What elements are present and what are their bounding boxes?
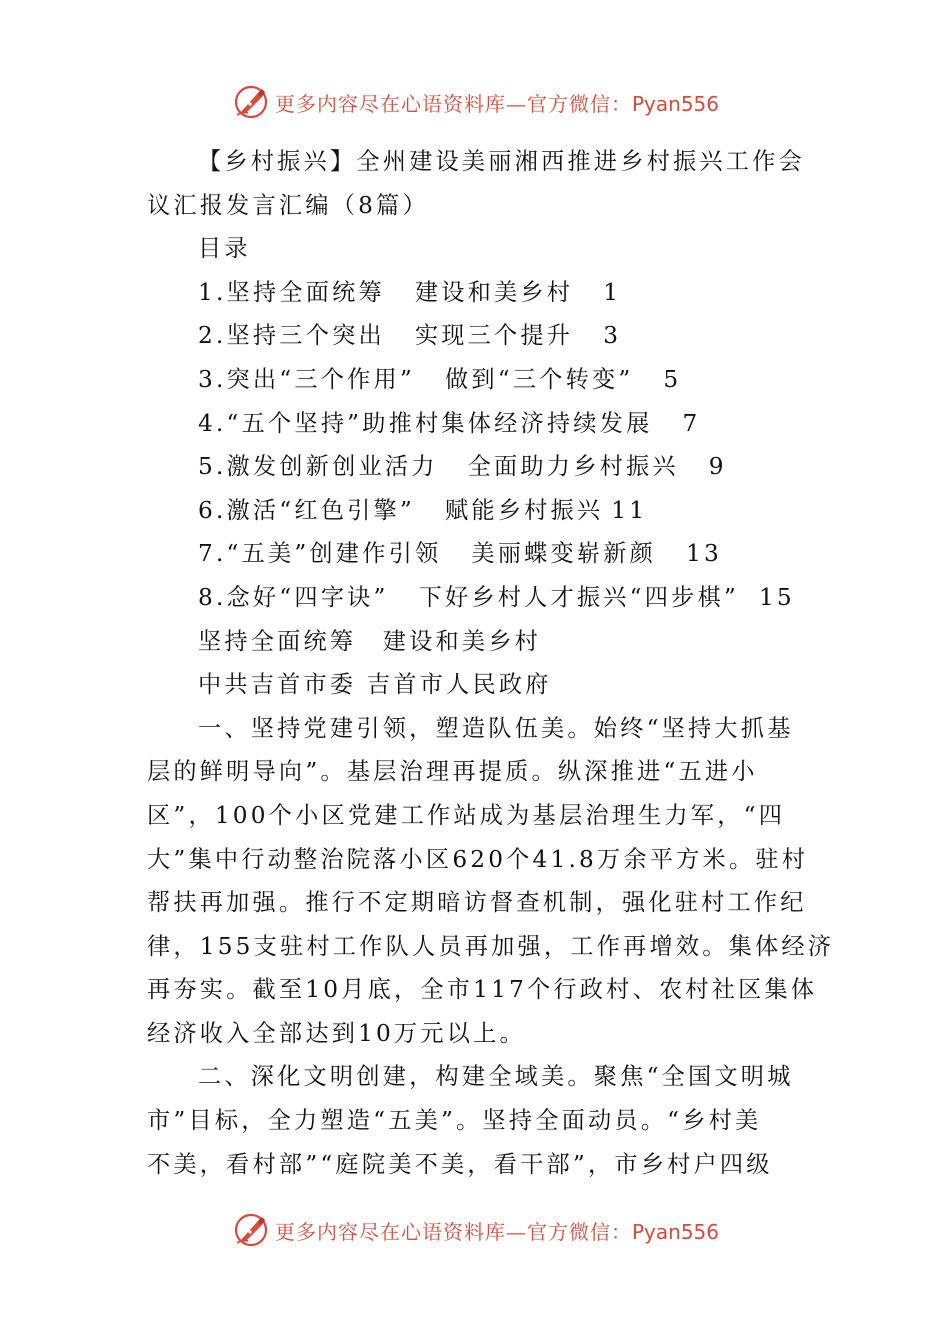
paragraph-line: 帮扶再加强。推行不定期暗访督查机制，强化驻村工作纪 xyxy=(147,889,807,917)
toc-item[interactable]: 3.突出“三个作用” 做到“三个转变” 5 xyxy=(198,365,682,393)
toc-item[interactable]: 8.念好“四字诀” 下好乡村人才振兴“四步棋” 15 xyxy=(198,583,795,611)
document-body xyxy=(147,140,835,1186)
doc-title-line-1: 【乡村振兴】全州建设美丽湘西推进乡村振兴工作会 xyxy=(198,148,805,175)
pen-nib-logo-icon xyxy=(231,82,271,122)
toc-item[interactable]: 6.激活“红色引擎” 赋能乡村振兴 11 xyxy=(198,496,648,524)
footer-banner xyxy=(0,1210,950,1250)
pen-nib-logo-icon xyxy=(231,1210,271,1250)
toc-item[interactable]: 4.“五个坚持”助推村集体经济持续发展 7 xyxy=(198,409,701,437)
section-title: 坚持全面统筹 建设和美乡村 xyxy=(198,627,542,655)
paragraph-line: 大”集中行动整治院落小区620个41.8万余平方米。驻村 xyxy=(147,845,809,873)
banner-wechat-id: Pyan556 xyxy=(631,91,719,116)
paragraph-line: 二、深化文明创建，构建全域美。聚焦“全国文明城 xyxy=(198,1063,794,1091)
banner-text: 更多内容尽在心语资料库—官方微信： xyxy=(274,1219,632,1244)
toc-item[interactable]: 7.“五美”创建作引领 美丽蝶变崭新颜 13 xyxy=(198,540,722,568)
paragraph-2 xyxy=(147,1055,807,1186)
toc-item[interactable]: 5.激发创新创业活力 全面助力乡村振兴 9 xyxy=(198,453,727,481)
paragraph-line: 市”目标，全力塑造“五美”。坚持全面动员。“乡村美 xyxy=(147,1107,762,1135)
header-banner xyxy=(0,82,950,122)
section-author: 中共吉首市委 吉首市人民政府 xyxy=(198,671,552,699)
toc-item[interactable]: 2.坚持三个突出 实现三个提升 3 xyxy=(198,322,622,350)
doc-title-line-2: 议汇报发言汇编（8篇） xyxy=(147,191,429,219)
banner-wechat-id: Pyan556 xyxy=(631,1219,719,1244)
paragraph-line: 再夯实。截至10月底，全市117个行政村、农村社区集体 xyxy=(147,976,818,1004)
banner-text: 更多内容尽在心语资料库—官方微信： xyxy=(274,91,632,116)
paragraph-line: 经济收入全部达到10万元以上。 xyxy=(147,1019,526,1047)
paragraph-line: 不美，看村部”“庭院美不美，看干部”，市乡村户四级 xyxy=(147,1150,773,1178)
paragraph-line: 层的鲜明导向”。基层治理再提质。纵深推进“五进小 xyxy=(147,758,758,786)
table-of-contents xyxy=(147,271,807,620)
paragraph-line: 区”，100个小区党建工作站成为基层治理生力军，“四 xyxy=(147,801,786,829)
paragraph-1 xyxy=(147,707,835,1056)
toc-heading: 目录 xyxy=(198,235,251,263)
toc-item[interactable]: 1.坚持全面统筹 建设和美乡村 1 xyxy=(198,278,622,306)
paragraph-line: 律，155支驻村工作队人员再加强，工作再增效。集体经济 xyxy=(147,932,835,960)
paragraph-line: 一、坚持党建引领，塑造队伍美。始终“坚持大抓基 xyxy=(198,714,794,742)
